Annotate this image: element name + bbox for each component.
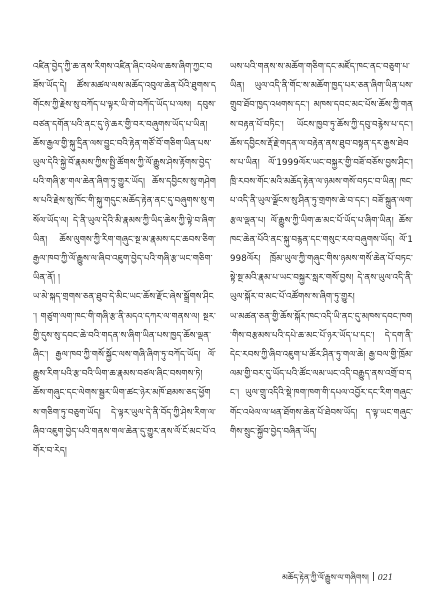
running-title: མཆོད་རྟེན་ཀྱི་ལོ་རྒྱུས་ལ་གཞིགས།	[282, 573, 369, 582]
left-paragraph-1: འཛིན་བྱེད་ཀྱི་ཆ་ནས་རིགས་འཛིན་ཞིང་འཕེལ་ཆས་ཞིག་ཀྱང་བཟོས་ཡོད་དེ། ཚོས་མཚལ་ལས་མཆོད་འབུལ་ཆེན་པོའི་ཐུགས་དགོངས་ཀྱི་རྗེས་སུ་བཀོད་པ་ལྟར་ཡི་གེ་བཀོད་ཡོད་པ་ལས། དབུས་བཙན་དགོན་པའི་ནང་དུ་ཉེ་ཆར་གྱི་བར་བཞུགས་ཡོད་པ་ཡིན། ཆོས་རྒྱལ་གྱི་སྐུ་དྲིན་ལས་བྱུང་བའི་རྟེན་གཙོ་བོ་གཅིག་ཡིན་པས་ཡུལ་དེའི་སྐྱེ་བོ་རྣམས་ཀྱིས་སྤྱི་ཚོགས་ཀྱི་ལོ་རྒྱུས་ཤེས་རྟོགས་བྱེད་པའི་གཞི་རྩ་གལ་ཆེན་ཞིག་ཏུ་གྱུར་ཡོད། ཆོས་དབྱིངས་སུ་གཤེགས་པའི་རྗེས་སུ་ཁོང་གི་སྐུ་གདུང་མཆོད་རྟེན་ནང་དུ་བཞུགས་སུ་གསོལ་ཡོད་ལ། དེ་ནི་ཡུལ་དེའི་མི་རྣམས་ཀྱི་ཡིད་ཆེས་ཀྱི་ལྟེ་བ་ཞིག་ཡིན། ཆོས་ལུགས་ཀྱི་རིག་གཞུང་སྔ་མ་རྣམས་དང་ཆབས་ཅིག་རྒྱལ་ཁབ་ཀྱི་ལོ་རྒྱུས་ལ་ཞིབ་འཇུག་བྱེད་པའི་གཞི་རྩ་ཡང་གཅིག་ཡིན་ནོ། །	[33, 62, 216, 284]
right-paragraph-1: ཡས་པའི་གནས་ས་མཆོག་གཅིག་དང་མཛོད་ཁང་ནང་བཅུག་པ་ཡིན། ཡུལ་འདི་ནི་གོང་ས་མཆོག་ཁྱད་པར་ཅན་ཞིག་ཡིན་པས་གྲུབ་ཐོབ་ཁྱད་འཕགས་དང་། མཁས་དབང་མང་པོས་ཆོས་ཀྱི་གནས་བརྟན་པོ་བཏིང་། ཡོངས་ཁྱབ་ཏུ་ཆོས་ཀྱི་དབུ་བརྙེས་པ་དང་། ཆོས་དབྱིངས་རྡོ་རྗེ་གདན་ལ་བརྟེན་ནས་ཐུབ་བསྟན་དར་རྒྱས་ཐེབས་པ་ཡིན། ལོ་1999ལོར་ཡང་བསྐྱར་གྱི་བཟོ་བཅོས་བྱས་ཤིང་། ཁྲི་རབས་གོང་མའི་མཆོད་རྟེན་ལ་ཉམས་གསོ་བཏང་བ་ཡིན། ཁང་པ་འདི་ནི་ཡུལ་ལྗོངས་སུ་ཤིན་ཏུ་གྲགས་ཆེ་བ་དང་། བཟོ་སྐྲུན་ལག་རྩལ་ལྡན་པ། ལོ་རྒྱུས་ཀྱི་ཡིག་ཆ་མང་པོ་ཡོད་པ་ཞིག་ཡིན། ཆོས་ཁང་ཆེན་པོའི་ནང་སྐུ་བརྙན་དང་གསུང་རབ་བཞུགས་ཡོད། ལོ་1998ལོར། ཁྲོམ་ཡུལ་ཀྱི་གཞུང་གིས་ཉམས་གསོ་ཆེན་པོ་བཏང་སྟེ་སྔ་མའི་རྣམ་པ་ཡང་བསྐྱར་སླར་གསོ་བྱས། དེ་ནས་ཡུལ་འདི་ནི་ཡུལ་སྐོར་བ་མང་པོ་འཚོགས་ས་ཞིག་ཏུ་གྱུར།	[230, 62, 413, 303]
right-paragraph-2: ཡ་མཚན་ཅན་གྱི་ཆོས་སྐོར་ཁང་འདི་ཡི་ནང་དུ་མཁས་དབང་ཁག་གིས་བརྩམས་པའི་དཔེ་ཆ་མང་པོ་ཉར་ཡོད་པ་དང་། དེ་དག་ནི་དེང་རབས་ཀྱི་ཞིབ་འཇུག་པ་ཚོར་ཤིན་ཏུ་གལ་ཆེ། རྒྱ་བལ་གྱི་ཁྲོམ་ལམ་གྱི་བར་དུ་ཡོད་པའི་ཚོང་ལམ་ཡང་འདི་བརྒྱུད་ནས་འགྲོ་བ་དང་། ཡུལ་གྲུ་འདིའི་སྡེ་ཁག་ཁག་གི་དཔལ་འབྱོར་དང་རིག་གཞུང་གོང་འཕེལ་ལ་ཕན་ཐོགས་ཆེན་པོ་ཐེབས་ཡོད། ད་ལྟ་ཡང་གཞུང་གིས་སྲུང་སྐྱོབ་བྱེད་བཞིན་ཡོད།	[230, 311, 413, 437]
left-text-column	[33, 58, 216, 498]
left-paragraph-2: ཡ་མེ་སྐད་གྲགས་ཅན་ཐུབ་དེ་མིང་ཡང་ཆོས་རྫོང་ཞེས་སྒྲོགས་ཤིང་། གཙུག་ལག་ཁང་གི་གཞི་རྩ་ནི་མདའ་དཀར་ལ་གནས་ལ། སྔར་གྱི་དུས་སུ་དབང་ཆེ་བའི་གདན་ས་ཞིག་ཡིན་པས་ཁྱད་ཆོས་ལྡན་ཞིང་། རྒྱལ་ཁབ་ཀྱི་གསོ་སྐྱོང་ལས་གཞི་ཞིག་ཏུ་བཀོད་ཡོད། ལོ་རྒྱུས་རིག་པའི་རྩ་བའི་ཡིག་ཆ་རྣམས་བཙལ་ཞིང་བསགས་ཏེ། ཆོས་གཞུང་དང་ལེགས་སྦྱར་ཡིག་ཚང་ཉེར་མཁོ་ཐམས་ཅད་ཕྱོགས་གཅིག་ཏུ་བཅུག་ཡོད། དེ་ལྟར་ཡུལ་དེ་ནི་བོད་ཀྱི་ཤེས་རིག་ལ་ཞིབ་འཇུག་བྱེད་པའི་གནས་གལ་ཆེན་དུ་གྱུར་ནས་ལོ་ངོ་མང་པོ་འགོར་བ་རེད།	[33, 292, 216, 457]
page-number: 021	[377, 573, 393, 582]
page-footer	[282, 568, 393, 591]
right-text-column	[230, 58, 413, 558]
footer-divider	[373, 572, 374, 581]
